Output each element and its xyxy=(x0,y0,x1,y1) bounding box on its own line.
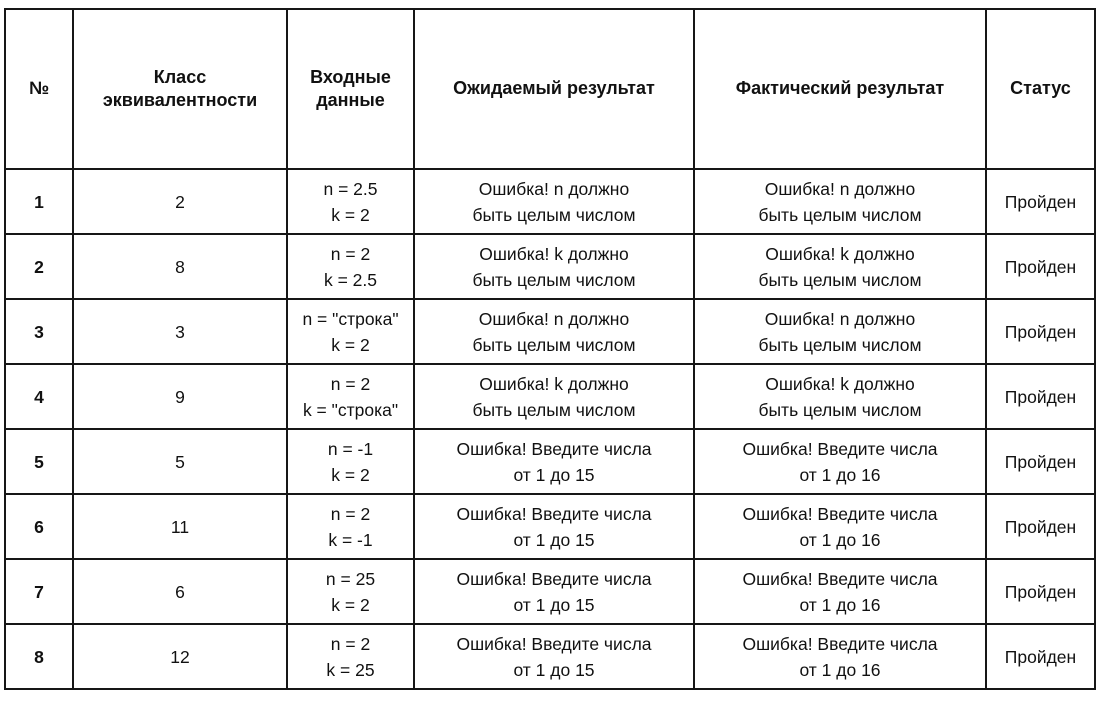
expected-line: быть целым числом xyxy=(472,399,636,420)
cell-input-data xyxy=(287,559,414,624)
input-line: n = 2 xyxy=(330,503,371,524)
expected-line: Ошибка! Введите числа xyxy=(456,568,652,589)
cell-input-data xyxy=(287,364,414,429)
actual-line: Ошибка! Введите числа xyxy=(742,438,938,459)
input-line: n = 2 xyxy=(330,243,371,264)
expected-line: Ошибка! n должно xyxy=(478,178,630,199)
expected-line: быть целым числом xyxy=(472,269,636,290)
cell-equivalence-class: 6 xyxy=(73,559,287,624)
expected-line: от 1 до 15 xyxy=(513,529,595,550)
cell-actual-result xyxy=(694,234,986,299)
input-line: k = 2 xyxy=(331,594,370,615)
cell-input-data xyxy=(287,624,414,689)
expected-line: Ошибка! k должно xyxy=(479,243,629,264)
expected-line: Ошибка! k должно xyxy=(479,373,629,394)
cell-input-data xyxy=(287,234,414,299)
cell-input-data xyxy=(287,169,414,234)
cell-expected-result xyxy=(414,494,694,559)
expected-line: от 1 до 15 xyxy=(513,594,595,615)
input-line: n = 25 xyxy=(325,568,376,589)
cell-expected-result xyxy=(414,559,694,624)
input-line: n = -1 xyxy=(327,438,374,459)
actual-line: быть целым числом xyxy=(758,399,922,420)
actual-line: Ошибка! Введите числа xyxy=(742,503,938,524)
cell-input-data xyxy=(287,299,414,364)
cell-equivalence-class: 12 xyxy=(73,624,287,689)
actual-line: Ошибка! n должно xyxy=(764,308,916,329)
cell-input-data xyxy=(287,429,414,494)
cell-equivalence-class: 11 xyxy=(73,494,287,559)
input-line: k = 2.5 xyxy=(323,269,378,290)
cell-status: Пройден xyxy=(986,169,1095,234)
cell-actual-result xyxy=(694,559,986,624)
actual-line: от 1 до 16 xyxy=(799,529,881,550)
cell-expected-result xyxy=(414,299,694,364)
actual-line: Ошибка! k должно xyxy=(765,373,915,394)
column-header-expected-result: Ожидаемый результат xyxy=(414,9,694,169)
cell-actual-result xyxy=(694,429,986,494)
cell-expected-result xyxy=(414,624,694,689)
column-header-number: № xyxy=(5,9,73,169)
column-header-equivalence-class: Класс эквивалентности xyxy=(73,9,287,169)
cell-actual-result xyxy=(694,494,986,559)
actual-line: от 1 до 16 xyxy=(799,659,881,680)
input-line: n = 2 xyxy=(330,373,371,394)
cell-equivalence-class: 3 xyxy=(73,299,287,364)
input-line: k = 2 xyxy=(331,334,370,355)
actual-line: от 1 до 16 xyxy=(799,464,881,485)
cell-actual-result xyxy=(694,624,986,689)
expected-line: от 1 до 15 xyxy=(513,464,595,485)
cell-status: Пройден xyxy=(986,559,1095,624)
table-row xyxy=(5,559,1095,624)
cell-status: Пройден xyxy=(986,299,1095,364)
actual-line: Ошибка! Введите числа xyxy=(742,568,938,589)
cell-row-number: 5 xyxy=(5,429,73,494)
table-row xyxy=(5,624,1095,689)
expected-line: Ошибка! Введите числа xyxy=(456,633,652,654)
cell-equivalence-class: 2 xyxy=(73,169,287,234)
cell-row-number: 1 xyxy=(5,169,73,234)
table-row xyxy=(5,299,1095,364)
input-line: n = 2 xyxy=(330,633,371,654)
column-header-actual-result: Фактический результат xyxy=(694,9,986,169)
actual-line: Ошибка! k должно xyxy=(765,243,915,264)
expected-line: Ошибка! n должно xyxy=(478,308,630,329)
actual-line: быть целым числом xyxy=(758,204,922,225)
cell-status: Пройден xyxy=(986,429,1095,494)
input-line: k = 25 xyxy=(326,659,375,680)
cell-expected-result xyxy=(414,234,694,299)
expected-line: быть целым числом xyxy=(472,204,636,225)
table-row xyxy=(5,364,1095,429)
table-header-row xyxy=(5,9,1095,169)
actual-line: от 1 до 16 xyxy=(799,594,881,615)
cell-status: Пройден xyxy=(986,494,1095,559)
expected-line: быть целым числом xyxy=(472,334,636,355)
actual-line: быть целым числом xyxy=(758,269,922,290)
input-line: k = 2 xyxy=(331,464,370,485)
cell-row-number: 8 xyxy=(5,624,73,689)
column-header-status: Статус xyxy=(986,9,1095,169)
expected-line: Ошибка! Введите числа xyxy=(456,503,652,524)
input-line: n = "строка" xyxy=(302,308,399,329)
cell-equivalence-class: 5 xyxy=(73,429,287,494)
column-header-input-data: Входные данные xyxy=(287,9,414,169)
actual-line: Ошибка! n должно xyxy=(764,178,916,199)
expected-line: Ошибка! Введите числа xyxy=(456,438,652,459)
cell-row-number: 2 xyxy=(5,234,73,299)
cell-input-data xyxy=(287,494,414,559)
cell-status: Пройден xyxy=(986,234,1095,299)
expected-line: от 1 до 15 xyxy=(513,659,595,680)
cell-status: Пройден xyxy=(986,364,1095,429)
input-line: k = "строка" xyxy=(302,399,399,420)
cell-status: Пройден xyxy=(986,624,1095,689)
actual-line: быть целым числом xyxy=(758,334,922,355)
cell-row-number: 7 xyxy=(5,559,73,624)
table-row xyxy=(5,494,1095,559)
table-row xyxy=(5,234,1095,299)
cell-row-number: 4 xyxy=(5,364,73,429)
cell-actual-result xyxy=(694,364,986,429)
input-line: k = -1 xyxy=(328,529,373,550)
test-cases-table xyxy=(4,8,1096,690)
table-row xyxy=(5,429,1095,494)
actual-line: Ошибка! Введите числа xyxy=(742,633,938,654)
cell-expected-result xyxy=(414,364,694,429)
table-row xyxy=(5,169,1095,234)
cell-expected-result xyxy=(414,429,694,494)
input-line: n = 2.5 xyxy=(323,178,378,199)
cell-actual-result xyxy=(694,299,986,364)
input-line: k = 2 xyxy=(331,204,370,225)
cell-equivalence-class: 8 xyxy=(73,234,287,299)
cell-row-number: 6 xyxy=(5,494,73,559)
cell-expected-result xyxy=(414,169,694,234)
cell-row-number: 3 xyxy=(5,299,73,364)
cell-equivalence-class: 9 xyxy=(73,364,287,429)
cell-actual-result xyxy=(694,169,986,234)
